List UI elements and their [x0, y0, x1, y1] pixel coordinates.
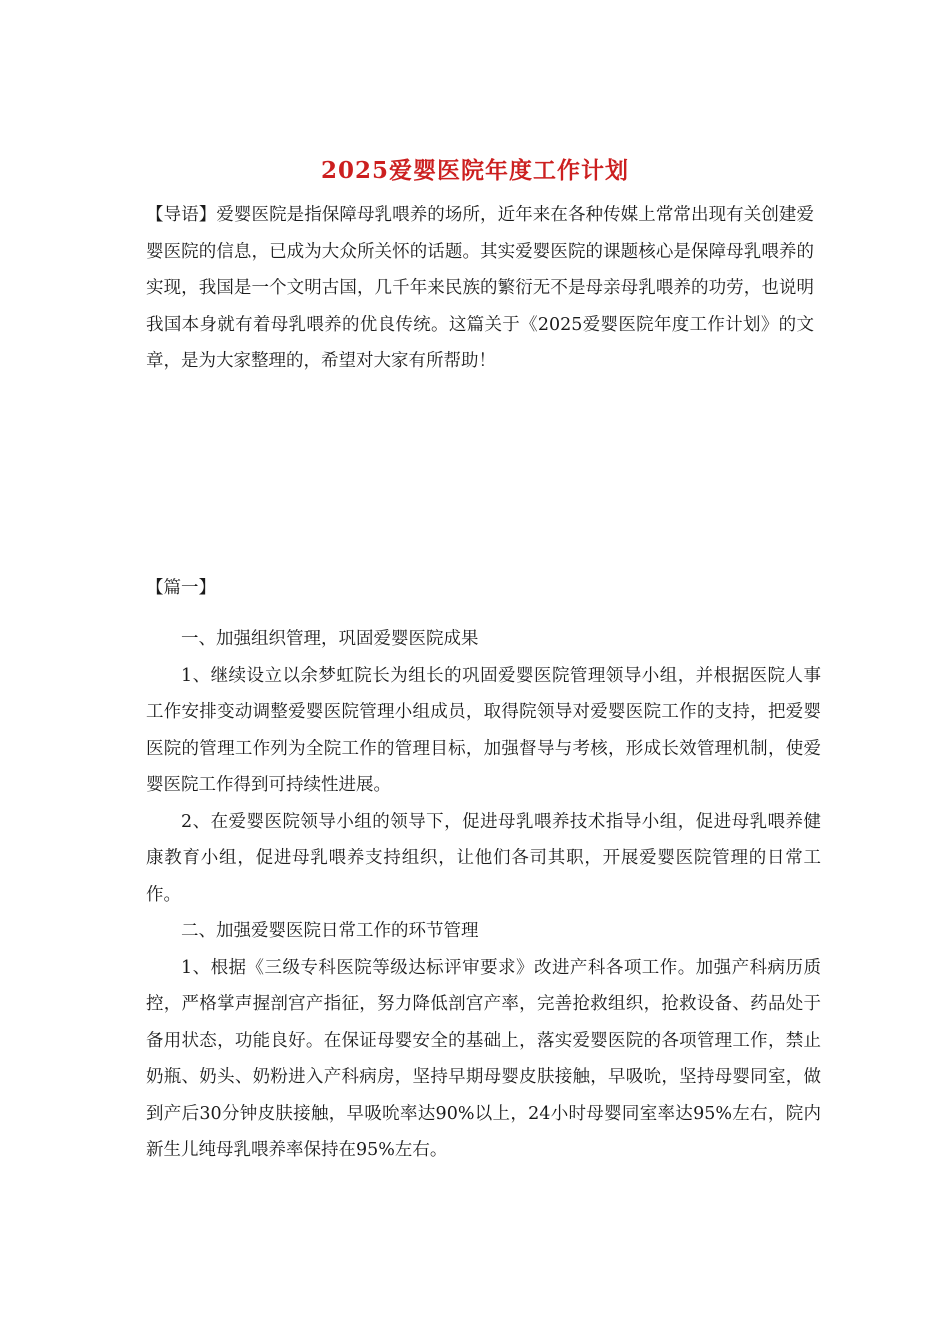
- body-text: [146, 621, 821, 1169]
- intro-paragraph: 【导语】爱婴医院是指保障母乳喂养的场所，近年来在各种传媒上常常出现有关创建爱婴医院的信息，已成为大众所关怀的话题。其实爱婴医院的课题核心是保障母乳喂养的实现，我国是一个文明古国，几千年来民族的繁衍无不是母亲母乳喂养的功劳，也说明我国本身就有着母乳喂养的优良传统。这篇关于《2025爱婴医院年度工作计划》的文章，是为大家整理的，希望对大家有所帮助！: [146, 205, 814, 371]
- heading-one: 一、加强组织管理，巩固爱婴医院成果: [181, 629, 479, 649]
- section-label: 【篇一】: [146, 578, 216, 598]
- paragraph-item-3: 1、根据《三级专科医院等级达标评审要求》改进产科各项工作。加强产科病历质控，严格掌声握剖宫产指征，努力降低剖宫产率，完善抢救组织，抢救设备、药品处于备用状态，功能良好。在保证母婴安全的基础上，落实爱婴医院的各项管理工作，禁止奶瓶、奶头、奶粉进入产科病房，坚持早期母婴皮肤接触，早吸吮，坚持母婴同室，做到产后30分钟皮肤接触，早吸吮率达90%以上，24小时母婴同室率达95%左右，院内新生儿纯母乳喂养率保持在95%左右。: [146, 957, 821, 1160]
- heading-two: 二、加强爱婴医院日常工作的环节管理: [181, 921, 479, 941]
- document-title: 2025爱婴医院年度工作计划: [320, 157, 629, 184]
- paragraph-item-1: 1、继续设立以余梦虹院长为组长的巩固爱婴医院管理领导小组，并根据医院人事工作安排变动调整爱婴医院管理小组成员，取得院领导对爱婴医院工作的支持，把爱婴医院的管理工作列为全院工作的管理目标，加强督导与考核，形成长效管理机制，使爱婴医院工作得到可持续性进展。: [146, 665, 821, 795]
- paragraph-item-2: 2、在爱婴医院领导小组的领导下，促进母乳喂养技术指导小组，促进母乳喂养健康教育小组，促进母乳喂养支持组织，让他们各司其职，开展爱婴医院管理的日常工作。: [146, 811, 821, 905]
